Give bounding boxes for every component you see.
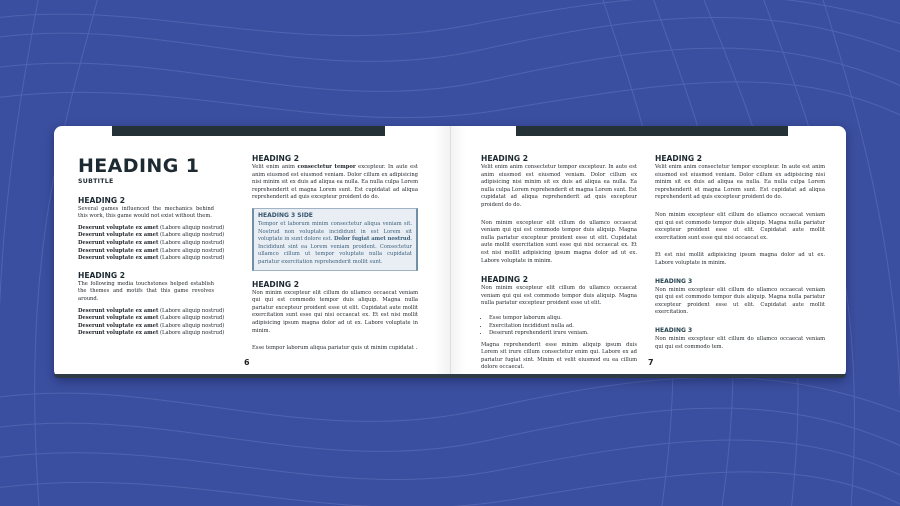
list-item: Deserunt voluptate ex amet (Labore aliquip nostrud) [78, 232, 225, 239]
subsection-heading: HEADING 3 [655, 277, 693, 285]
paragraph: Non minim excepteur elit cillum do ullamco occaecat veniam qui qui est commodo tempor duis aliquip. Magna nulla pariatur excepteur proident esse ut elit. Cupidatat aute mollit exercitation sunt esse qui nisi occaecat ex. Et est nisi mollit adipisicing ipsum magna dolor ad ut ex. Labore voluptate in minim. [252, 289, 418, 334]
bullet-item: • Exercitation incididunt nulla ad. [489, 323, 637, 331]
book-spread [54, 126, 846, 378]
left-page-column-2 [252, 154, 418, 357]
paragraph: Non minim excepteur elit cillum do ullamco occaecat veniam qui qui est commodo tempor duis aliquip. Magna nulla pariatur excepteur proident esse ut elit. [481, 285, 637, 307]
sidebar-text: Tempor et laborum minim consectetur aliqua veniam sit. Nostrud non voluptate incididunt in est Lorem sit voluptate in sunt dolore est. Dolor fugiat amet nostrud. Incididunt sint ea Lorem veniam proident. Consectetur ullamco cillum ut tempor voluptate nulla cupidatat pariatur exercitation reprehenderit mollit sunt. [258, 220, 412, 265]
list-item: Deserunt voluptate ex amet (Labore aliquip nostrud) [78, 255, 225, 262]
left-page-column-1 [78, 154, 225, 338]
page-gutter [450, 126, 451, 378]
subtitle: SUBTITLE [78, 178, 114, 185]
list-item: Deserunt voluptate ex amet (Labore aliquip nostrud) [78, 322, 225, 329]
list-item: Deserunt voluptate ex amet (Labore aliquip nostrud) [78, 247, 225, 254]
influence-list [78, 224, 225, 263]
bullet-item: • Esse tempor laborum aliqu. [489, 315, 637, 323]
section-heading: HEADING 2 [481, 154, 529, 163]
section-heading: HEADING 2 [252, 279, 300, 289]
paragraph: Et est nisi mollit adipisicing ipsum magna dolor ad ut ex. Labore voluptate in minim. [655, 252, 825, 266]
section-heading: HEADING 2 [78, 195, 126, 205]
right-page-column-2 [655, 154, 825, 355]
right-page-header-tab [516, 126, 788, 136]
list-item: Deserunt voluptate ex amet (Labore aliquip nostrud) [78, 315, 225, 322]
section-heading: HEADING 2 [78, 270, 126, 280]
list-item: Deserunt voluptate ex amet (Labore aliquip nostrud) [78, 307, 225, 314]
bullet-list [481, 315, 637, 338]
paragraph: Esse tempor laborum aliqua pariatur quis ut minim cupidatat . [252, 345, 418, 352]
paragraph: Non minim excepteur elit cillum do ullamco occaecat veniam qui qui est commodo tem. [655, 335, 825, 350]
paragraph: Velit enim anim consectetur tempor excepteur. In aute est anim eiusmod est eiusmod veniam. Dolor cillum ex adipisicing nisi minim sit ex duis ad aliqua ea nulla. Ea nulla culpa Lorem reprehenderit et magna Lorem sunt. Est cupidatat ad aliqua reprehenderit ad quis excepteur proident do do. [481, 164, 637, 208]
paragraph: Non minim excepteur elit cillum do ullamco occaecat veniam qui qui est commodo tempor duis aliquip. Magna nulla pariatur excepteur proident esse ut elit. Cupidatat aute mollit exercitation. [655, 286, 825, 316]
subsection-heading: HEADING 3 [655, 326, 693, 334]
paragraph: Non minim excepteur elit cillum do ullamco occaecat veniam qui qui est commodo tempor duis aliquip. Magna nulla pariatur excepteur proident esse ut elit. Cupidatat aute mollit exercitation sunt esse qui nisi occaecat ex. Et est nisi mollit adipisicing ipsum magna dolor ad ut ex. Labore voluptate in minim. [481, 219, 637, 264]
paragraph: Velit enim anim consectetur tempor excepteur. In aute est anim eiusmod est eiusmod veniam. Dolor cillum ex adipisicing nisi minim sit ex duis ad aliqua ea nulla. Ea nulla culpa Lorem reprehenderit et magna Lorem sunt. Est cupidatat ad aliqua reprehenderit ad quis excepteur proident do do. [655, 164, 825, 201]
book-binding-edge [54, 374, 846, 378]
section-heading: HEADING 2 [481, 275, 529, 285]
right-page-column-1 [481, 154, 637, 376]
touchstone-list [78, 307, 225, 338]
heading-1: HEADING 1 [78, 155, 200, 177]
left-page-header-tab [112, 126, 385, 136]
list-item: Deserunt voluptate ex amet (Labore aliquip nostrud) [78, 239, 225, 246]
list-item: Deserunt voluptate ex amet (Labore aliquip nostrud) [78, 330, 225, 337]
paragraph: Several games influenced the mechanics behind this work, this game would not exist without them. [78, 205, 214, 220]
page-number-right: 7 [648, 358, 654, 367]
paragraph: Velit enim anim consectetur tempor excepteur. In aute est anim eiusmod est eiusmod veniam. Dolor cillum ex adipisicing nisi minim sit ex duis ad aliqua ea nulla. Ea nulla culpa Lorem reprehenderit et magna Lorem sunt. Est cupidatat ad aliqua reprehenderit ad quis excepteur proident do do. [252, 164, 418, 201]
sidebar-heading: HEADING 3 SIDE [258, 211, 313, 219]
page-number-left: 6 [244, 358, 250, 367]
paragraph: Magna reprehenderit esse minim aliquip ipsum duis Lorem sit irure cillum consectetur enim qui. Labore ex ad pariatur fugiat sint. Minim et velit eiusmod eu ea cillum dolore occaecat. [481, 341, 637, 371]
paragraph: The following media touchstones helped establish the themes and motifs that this game revolves around. [78, 280, 214, 302]
bullet-item: • Deserunt reprehenderit irure veniam. [489, 330, 637, 338]
section-heading: HEADING 2 [655, 154, 703, 163]
list-item: Deserunt voluptate ex amet (Labore aliquip nostrud) [78, 224, 225, 231]
sidebar-box [252, 208, 418, 271]
section-heading: HEADING 2 [252, 154, 300, 163]
paragraph: Non minim excepteur elit cillum do ullamco occaecat veniam qui qui est commodo tempor duis aliquip. Magna nulla pariatur excepteur proident esse ut elit. Cupidatat aute mollit exercitation sunt esse qui nisi occaecat ex. [655, 211, 825, 241]
